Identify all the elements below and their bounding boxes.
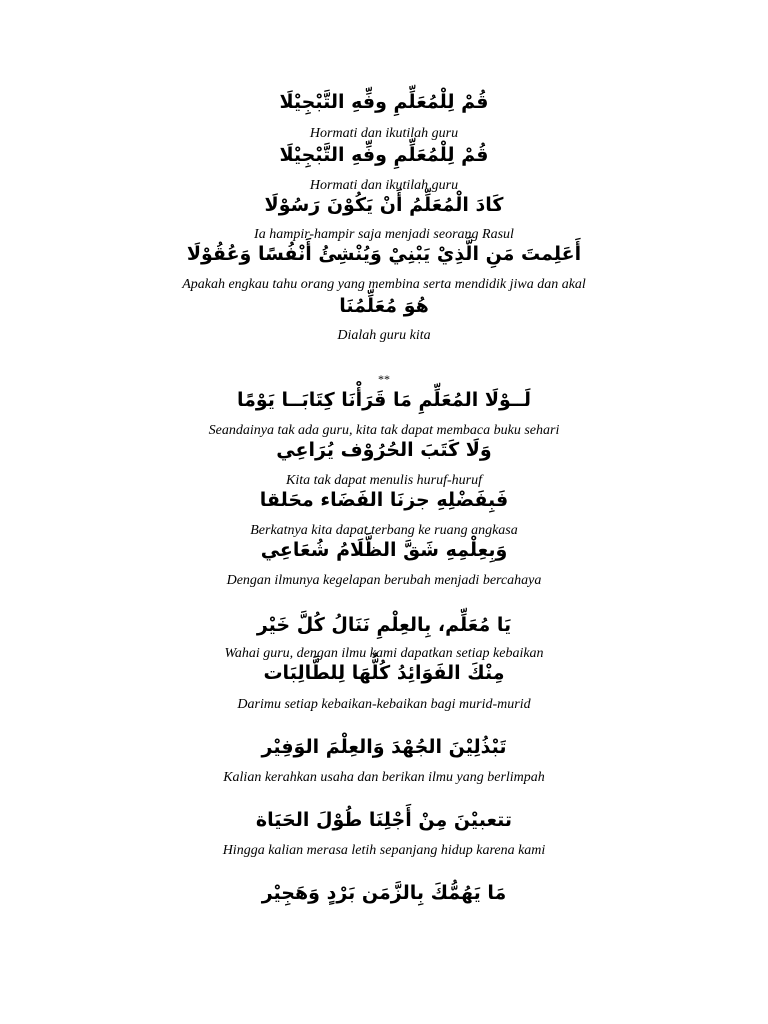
arabic-line: هُوَ مُعَلِّمُنَا xyxy=(339,295,429,317)
arabic-line: أَعَلِمتَ مَنِ الَّذِيْ يَبْنِيْ وَيُنْشِئُ أَنْفُسًا وَعُقُوْلَا xyxy=(186,243,582,265)
arabic-line: وَبِعِلْمِهِ شَقَّ الظَّلَامُ شُعَاعِي xyxy=(260,539,508,561)
translation-line: Wahai guru, dengan ilmu kami dapatkan setiap kebaikan xyxy=(224,646,544,661)
arabic-line: وَلَا كَتَبَ الحُرُوْف يُرَاعِي xyxy=(276,439,492,461)
translation-line: Darimu setiap kebaikan-kebaikan bagi murid-murid xyxy=(237,697,531,712)
translation-line: Kita tak dapat menulis huruf-huruf xyxy=(286,473,482,488)
arabic-line: قُمْ لِلْمُعَلِّمِ وفِّهِ التَّبْجِيْلَا xyxy=(279,91,489,113)
translation-line: Ia hampir-hampir saja menjadi seorang Rasul xyxy=(254,227,514,242)
translation-line: Berkatnya kita dapat terbang ke ruang angkasa xyxy=(250,523,518,538)
arabic-line: فَبِفَضْلِهِ جزنَا الفَضَاء محَلقا xyxy=(259,489,509,511)
arabic-line: قُمْ لِلْمُعَلِّمِ وفِّهِ التَّبْجِيْلَا xyxy=(279,144,489,166)
arabic-line: تَبْذُلِيْنَ الجُهْدَ وَالعِلْمَ الوَفِيْر xyxy=(261,736,507,758)
arabic-line: مَا يَهُمُّكَ بِالزَّمَن بَرْدٍ وَهَجِيْر xyxy=(261,882,507,904)
translation-line: Kalian kerahkan usaha dan berikan ilmu yang berlimpah xyxy=(223,770,545,785)
arabic-line: مِنْكَ الفَوَائِدُ كُلُّهَا لِلطَّالِبَات xyxy=(263,662,505,684)
arabic-line: كَادَ الْمُعَلِّمُ أَنْ يَكُوْنَ رَسُوْلَا xyxy=(264,194,504,216)
translation-line: Hingga kalian merasa letih sepanjang hidup karena kami xyxy=(222,843,546,858)
arabic-line: لَــوْلَا المُعَلِّمِ مَا قَرَأْنَا كِتَابَــا يَوْمًا xyxy=(236,389,532,411)
translation-line: Seandainya tak ada guru, kita tak dapat membaca buku sehari xyxy=(208,423,560,438)
translation-line: Dengan ilmunya kegelapan berubah menjadi bercahaya xyxy=(226,573,542,588)
arabic-line: يَا مُعَلِّم، بِالعِلْمِ نَنَالُ كُلَّ خَيْر xyxy=(256,614,512,636)
arabic-line: تتعبيْنَ مِنْ أَجْلِنَا طُوْلَ الحَيَاة xyxy=(255,809,513,831)
translation-line: Dialah guru kita xyxy=(337,328,431,343)
translation-line: Hormati dan ikutilah guru xyxy=(309,178,459,193)
stanza-separator: ** xyxy=(378,372,390,386)
translation-line: Hormati dan ikutilah guru xyxy=(309,126,459,141)
translation-line: Apakah engkau tahu orang yang membina serta mendidik jiwa dan akal xyxy=(182,277,586,292)
